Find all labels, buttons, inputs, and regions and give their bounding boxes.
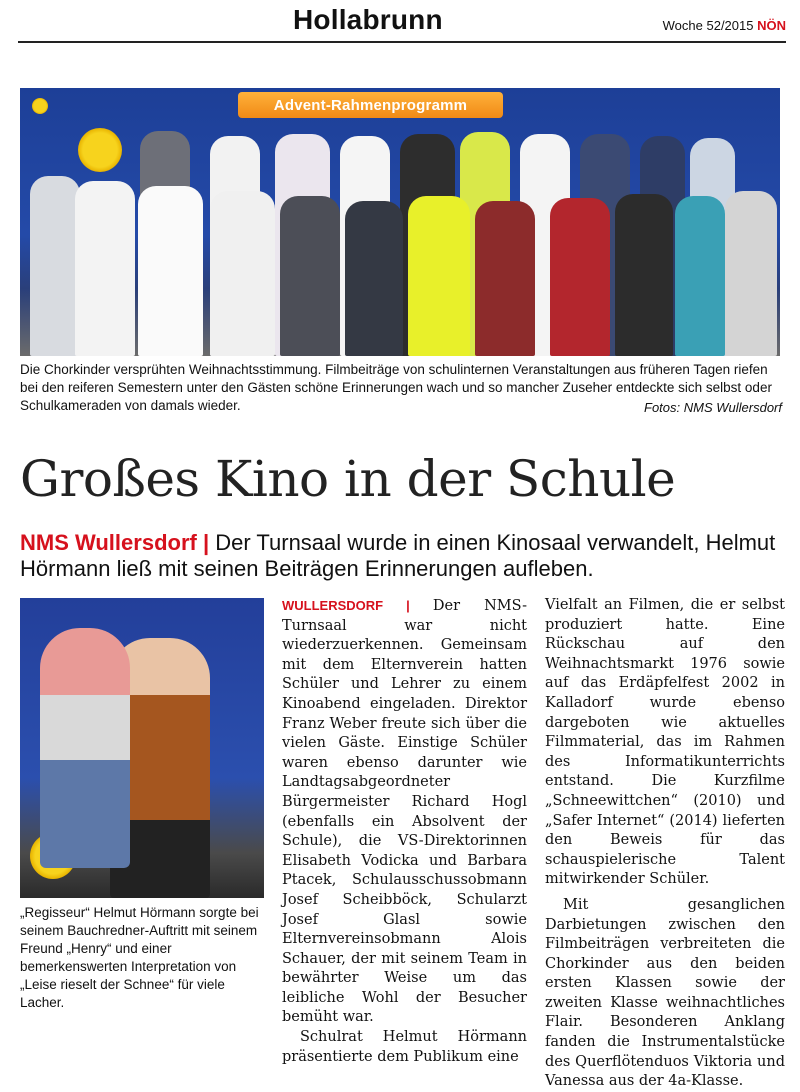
choir-child xyxy=(550,198,610,356)
subhead-label: NMS Wullersdorf xyxy=(20,530,197,555)
brand-logo: NÖN xyxy=(757,18,786,33)
choir-child xyxy=(408,196,470,356)
photo-banner: Advent-Rahmenprogramm xyxy=(238,92,503,118)
ventriloquist-caption: „Regisseur“ Helmut Hörmann sorgte bei seinem Bauchredner-Auftritt mit seinem Freund „Henry“ und einer bemerkenswerten Interpretation von „Leise rieselt der Schnee“ für viele Lacher. xyxy=(20,905,259,1010)
article-column-2 xyxy=(545,596,785,1092)
article-subheadline xyxy=(20,530,782,582)
ventriloquist-photo xyxy=(20,598,264,898)
article-headline: Großes Kino in der Schule xyxy=(20,450,676,508)
choir-child xyxy=(615,194,673,356)
article-paragraph: Schulrat Helmut Hörmann präsentierte dem Publikum eine xyxy=(282,1029,527,1065)
article-paragraph: Der NMS-Turnsaal war nicht wiederzuerkennen. Gemeinsam mit dem Elternverein hatten Schüler und Lehrer zu einem Kinoabend eingeladen. Direktor Franz Weber freute sich über die vielen Gäste. Einstige Schüler waren ebenso darunter wie Landtagsabgeordneter Bürgermeister Richard Hogl (ebenfalls ein Absolvent der Schule), die VS-Direktorinnen Elisabeth Vodicka und Barbara Ptacek, Schulausschussobmann Josef Scheibböck, Schularzt Josef Glasl sowie Elternvereinsobmann Alois Schauer, der mit seinem Team in bewährter Weise um das leibliche Wohl der Besucher bemüht war. xyxy=(282,598,527,1026)
section-title: Hollabrunn xyxy=(293,4,443,35)
subhead-separator: | xyxy=(196,530,216,555)
choir-child xyxy=(210,191,275,356)
decoration-flower-icon xyxy=(32,98,48,114)
page-header xyxy=(18,0,786,40)
choir-child xyxy=(75,181,135,356)
decoration-flower-icon xyxy=(78,128,122,172)
dateline: WULLERSDORF xyxy=(282,598,384,613)
choir-child xyxy=(30,176,80,356)
choir-child xyxy=(138,186,203,356)
choir-photo-caption xyxy=(20,361,782,415)
article-column-1: WULLERSDORF | Der NMS-Turnsaal war nicht wiederzuerkennen. Gemeinsam mit dem Elternverein hatten Schüler und Lehrer zu einem Kinoabend eingeladen. Direktor Franz Weber freute sich über die vielen Gäste. Einstige Schüler waren ebenso darunter wie Landtagsabgeordneter Bürgermeister Richard Hogl (ebenfalls ein Absolvent der Schule), die VS-Direktorinnen Elisabeth Vodicka und Barbara Ptacek, Schulausschussobmann Josef Scheibböck, Schularzt Josef Glasl sowie Elternvereinsobmann Alois Schauer, der mit seinem Team in bewährter Weise um das leibliche Wohl der Besucher bemüht war. Schulrat Helmut Hörmann präsentierte dem Publikum eine xyxy=(282,596,527,1067)
issue-label xyxy=(663,18,786,33)
choir-child xyxy=(345,201,403,356)
article-paragraph: Mit gesanglichen Darbietungen zwischen den Filmbeiträgen verbreiteten die Chorkinder aus den beiden ersten Klassen sowie der zweiten Klasse weihnachtliches Flair. Besonderen Anklang fanden die Instrumentalstücke des Querflötenduos Viktoria und Vanessa aus der 4a-Klasse. xyxy=(545,896,785,1090)
caption-text: Die Chorkinder versprühten Weihnachtsstimmung. Filmbeiträge von schulinternen Veranstaltungen aus früheren Tagen riefen bei den reiferen Semestern unter den Gästen schöne Erinnerungen wach und so mancher Zuseher entdeckte sich selbst oder Schulkameraden von damals wieder. xyxy=(20,362,772,413)
choir-child xyxy=(675,196,725,356)
choir-child xyxy=(725,191,777,356)
puppet-figure xyxy=(40,628,130,868)
subhead-text: Der Turnsaal wurde in einen Kinosaal verwandelt, Helmut Hörmann ließ mit seinen Beiträgen Erinnerungen aufleben. xyxy=(20,530,776,581)
choir-child xyxy=(475,201,535,356)
choir-child xyxy=(280,196,340,356)
choir-photo xyxy=(20,88,780,356)
article-paragraph: Vielfalt an Filmen, die er selbst produziert hatte. Eine Rückschau auf den Weihnachtsmarkt 1976 sowie auf das Erdäpfelfest 2002 in Kalladorf wurde ebenso dargeboten wie aktuelles Filmmaterial, das im Rahmen des Informatikunterrichts entstand. Die Kurzfilme „Schneewittchen“ (2010) und „Safer Internet“ (2014) lieferten den Beweis für das schauspielerische Talent mitwirkender Schüler. xyxy=(545,597,785,888)
issue-week: Woche 52/2015 xyxy=(662,18,754,33)
header-rule xyxy=(18,41,786,43)
photo-credit: Fotos: NMS Wullersdorf xyxy=(644,400,782,415)
